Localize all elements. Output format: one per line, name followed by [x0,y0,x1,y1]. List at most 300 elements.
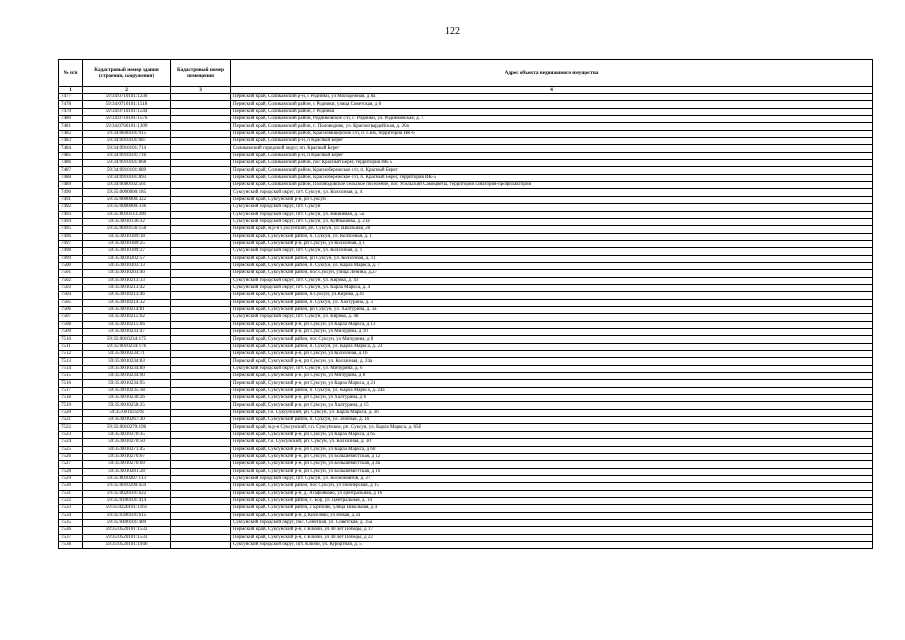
cadastral-room-number [171,461,231,468]
header-num: № п/п [59,60,83,87]
cadastral-building-number: 59:35:0000000:336 [83,204,171,211]
cadastral-room-number [171,439,231,446]
cadastral-room-number [171,373,231,380]
property-address: Пермский край, Суксунский р-н, д Киселево, ул Новая, д 2а [231,512,873,519]
cadastral-room-number [171,431,231,438]
row-number: 7505 [59,299,83,306]
cadastral-room-number [171,94,231,101]
row-number: 7527 [59,461,83,468]
cadastral-room-number [171,174,231,181]
cadastral-room-number [171,116,231,123]
table-row [59,152,873,159]
table-row [59,226,873,233]
property-address: Пермский край, Суксунский район, п. Суксун, ул. Колхозная, д. 1 [231,233,873,240]
row-number: 7486 [59,160,83,167]
cadastral-building-number: 59:35:0010215:66 [83,321,171,328]
row-number: 7524 [59,439,83,446]
cadastral-room-number [171,483,231,490]
row-number: 7502 [59,277,83,284]
cadastral-building-number: 59:35:0010270:50 [83,439,171,446]
property-address: Пермский край, Соликамский район, Краснобережское с/п, п. Красный Берег, территория ИК-5 [231,174,873,181]
cadastral-building-number: 59:34:0710101:1518 [83,101,171,108]
cadastral-room-number [171,255,231,262]
cadastral-room-number [171,262,231,269]
cadastral-room-number [171,336,231,343]
cadastral-building-number: 59:34:0910101:893 [83,174,171,181]
table-row [59,299,873,306]
row-number: 7485 [59,152,83,159]
cadastral-room-number [171,351,231,358]
cadastral-building-number: 59:35:0300101:615 [83,512,171,519]
cadastral-room-number [171,417,231,424]
property-address: Пермский край, Суксунский р-н, рп Суксун, ул Большевистская, д 12 [231,453,873,460]
property-address: Пермский край, Суксунский р-н, рп Суксун, ул Мичурина, д 8 [231,373,873,380]
row-number: 7518 [59,395,83,402]
cadastral-room-number [171,233,231,240]
row-number: 7510 [59,336,83,343]
cadastral-building-number: 59:35:0010267:30 [83,417,171,424]
table-row [59,468,873,475]
property-address: Пермский край, Суксунский район, п.Суксун, ул.Кирова, д.41 [231,292,873,299]
table-row [59,94,873,101]
cadastral-room-number [171,541,231,548]
property-address: Пермский край, Суксунский р-н, рп Суксун, ул Карла Маркса, д 13 [231,321,873,328]
cadastral-building-number: 59:35:0010136:32 [83,218,171,225]
cadastral-building-number: 59:35:0010113:200 [83,211,171,218]
property-address: Пермский край, Суксунский р-н, с Ключи, ул 40 лет Победы, д 17 [231,527,873,534]
column-number-1: 1 [59,87,83,94]
property-address: Пермский край, Суксунский район, п. Суксун, ул. Карла Маркса, д. 24а [231,387,873,394]
table-header-row [59,60,873,87]
property-address: Пермский край, Суксунский р-н, рп Суксун, ул Халтурина, д 15 [231,402,873,409]
row-number: 7477 [59,94,83,101]
table-row [59,497,873,504]
table-row [59,233,873,240]
row-number: 7525 [59,446,83,453]
row-number: 7520 [59,409,83,416]
cadastral-room-number [171,534,231,541]
cadastral-room-number [171,358,231,365]
row-number: 7536 [59,527,83,534]
table-row [59,160,873,167]
table-row [59,182,873,189]
property-registry-table [58,59,873,549]
row-number: 7534 [59,512,83,519]
row-number: 7507 [59,314,83,321]
cadastral-building-number: 59:35:0010234:71 [83,351,171,358]
row-number: 7495 [59,226,83,233]
row-number: 7504 [59,292,83,299]
property-address: Суксунский городской округ, пгт. Суксун, ул. Вишневая, д. 5а [231,211,873,218]
cadastral-room-number [171,167,231,174]
table-row [59,262,873,269]
cadastral-building-number: 59:35:0010234:89 [83,365,171,372]
table-row [59,461,873,468]
cadastral-room-number [171,497,231,504]
cadastral-building-number: 59:35:0010259:8 [83,409,171,416]
row-number: 7494 [59,218,83,225]
cadastral-room-number [171,395,231,402]
property-address: Пермский край, Суксунский р-н, рп Суксун [231,196,873,203]
table-row [59,284,873,291]
cadastral-room-number [171,182,231,189]
property-address: Суксунский городской округ, пос. Сенетная, ул. Советская, д. 35а [231,519,873,526]
property-address: Суксунский городской округ, пгт. Суксун, ул. Колхозная, д. 1 [231,248,873,255]
header-address: Адрес объекта недвижимого имущества [231,60,873,87]
cadastral-room-number [171,101,231,108]
cadastral-building-number: 59:35:0010276:67 [83,453,171,460]
cadastral-room-number [171,299,231,306]
cadastral-room-number [171,314,231,321]
table-row [59,306,873,313]
property-address: Суксунский городской округ, пгт. Суксун, ул. Космонавтов, д. 27 [231,475,873,482]
property-address: Суксунский городской округ, пгт. Суксун, ул. Кирова, д. 48 [231,314,873,321]
cadastral-building-number: 59:35:0520101:1533 [83,534,171,541]
property-address: Пермский край, Суксунский р-н, рп Суксун, ул Карла Маркса, д 60 [231,446,873,453]
cadastral-room-number [171,453,231,460]
cadastral-building-number: 59:35:0020101:622 [83,490,171,497]
row-number: 7528 [59,468,83,475]
table-row [59,409,873,416]
column-number-4: 4 [231,87,873,94]
row-number: 7523 [59,431,83,438]
cadastral-building-number: 59:35:0010189:25 [83,240,171,247]
table-row [59,505,873,512]
property-address: Пермский край, г.о. Суксунский, рп. Суксун, ул. Карла Маркса, д. 36 [231,409,873,416]
property-address: Пермский край, Суксунский р-н, рп Суксун, ул. Колхозная, д. 24а [231,358,873,365]
row-number: 7479 [59,108,83,115]
table-row [59,329,873,336]
cadastral-room-number [171,446,231,453]
property-address: Пермский край, Суксунский район, п. Суксун, ул. Карла Маркса, д. 7 [231,262,873,269]
row-number: 7513 [59,358,83,365]
cadastral-building-number: 59:35:0010213:46 [83,292,171,299]
table-row [59,439,873,446]
cadastral-room-number [171,321,231,328]
cadastral-room-number [171,248,231,255]
property-address: Пермский край, Суксунский р-н, рп Суксун, ул Колхозная, д 16 [231,351,873,358]
row-number: 7512 [59,351,83,358]
cadastral-room-number [171,329,231,336]
property-address: Пермский край, Соликамский район, Половодовское сельское поселение, пос Усольский Самоцветы, территория санатория-профилактория [231,182,873,189]
property-address: Пермский край, Соликамский р-н, п Красный Берег [231,152,873,159]
cadastral-building-number: 59:35:0010214:81 [83,306,171,313]
property-address: Пермский край, Соликамский район, Родниковское с/п, с. Родники, ул. Родниковская, д. 7 [231,116,873,123]
row-number: 7531 [59,490,83,497]
row-number: 7517 [59,387,83,394]
property-address: Соликамский городской округ, пп. Красный Берег [231,145,873,152]
row-number: 7488 [59,174,83,181]
property-address: Пермский край, Суксунский р-н, рп Суксун, ул Колхозная, д 1 [231,240,873,247]
property-address: Пермский край, Суксунский район, пос.Суксун, улица Ленина, д.27 [231,270,873,277]
row-number: 7519 [59,402,83,409]
table-row [59,101,873,108]
row-number: 7482 [59,130,83,137]
cadastral-room-number [171,468,231,475]
table-row [59,512,873,519]
property-address: Суксунский городской округ, пгт. Суксун, ул. Колхозная, д. 4 [231,189,873,196]
row-number: 7538 [59,541,83,548]
table-row [59,373,873,380]
cadastral-building-number: 59:35:0010281:28 [83,468,171,475]
cadastral-building-number: 59:35:0010156:158 [83,226,171,233]
row-number: 7522 [59,424,83,431]
property-address: Пермский край, Соликамский район, с. Половодово, ул. Красногвардейская, д. 20а [231,123,873,130]
row-number: 7521 [59,417,83,424]
cadastral-building-number: 59:35:0520101:1532 [83,527,171,534]
cadastral-room-number [171,365,231,372]
cadastral-building-number: 59:35:0010234:175 [83,336,171,343]
cadastral-building-number: 59:34:0840101:915 [83,130,171,137]
cadastral-room-number [171,211,231,218]
property-address: Пермский край, Суксунский р-н, рп Суксун, ул Большевистская, д 4а [231,461,873,468]
cadastral-room-number [171,108,231,115]
cadastral-room-number [171,160,231,167]
cadastral-room-number [171,292,231,299]
table-row [59,534,873,541]
cadastral-building-number: 59:34:0910101:889 [83,167,171,174]
cadastral-room-number [171,387,231,394]
property-address: Пермский край, Суксунский район, п. Суксун, ул. Халтурина, д. 3 [231,299,873,306]
cadastral-building-number: 59:35:0010287:113 [83,475,171,482]
cadastral-building-number: 59:35:0520101:1946 [83,541,171,548]
cadastral-building-number: 59:34:0760101:1309 [83,123,171,130]
table-row [59,365,873,372]
cadastral-building-number: 59:34:0680102:561 [83,182,171,189]
cadastral-building-number: 59:34:0910101:868 [83,160,171,167]
table-row [59,475,873,482]
row-number: 7515 [59,373,83,380]
table-row [59,380,873,387]
cadastral-room-number [171,519,231,526]
table-row [59,196,873,203]
cadastral-building-number: 59:34:0910101:714 [83,145,171,152]
property-address: Пермский край, Суксунский р-н, рп Суксун, ул Халтурина, д 6 [231,395,873,402]
table-row [59,336,873,343]
cadastral-building-number: 59:35:0010203:13 [83,262,171,269]
property-address: Пермский край, Суксунский р-н, д. Агафонково, ул Центральная, д 16 [231,490,873,497]
row-number: 7496 [59,233,83,240]
cadastral-room-number [171,145,231,152]
cadastral-building-number: 59:35:0010235:38 [83,387,171,394]
table-row [59,483,873,490]
row-number: 7493 [59,211,83,218]
table-row [59,255,873,262]
property-address: Суксунский городской округ, пгт. Суксун, ул. Карла Маркса, д. 4 [231,284,873,291]
row-number: 7500 [59,262,83,269]
header-cadastral-room: Кадастровый номер помещения [171,60,231,87]
cadastral-building-number: 59:35:0000000:185 [83,189,171,196]
property-address: Пермский край, Соликамский район, пос Красный Берег, территория ИК-5 [231,160,873,167]
table-row [59,351,873,358]
row-number: 7533 [59,505,83,512]
column-number-2: 2 [83,87,171,94]
property-address: Суксунский городской округ, пгт. Суксун, ул. Мичурина, д. 6 [231,365,873,372]
cadastral-room-number [171,512,231,519]
row-number: 7508 [59,321,83,328]
property-address: Пермский край, Соликамский район, Красновишерское с/п, п. Сим, территория ИК-6 [231,130,873,137]
property-address: Суксунский городской округ, пгт. Суксун, ул. Кирова, д. 43 [231,277,873,284]
cadastral-building-number: 59:35:0010213:42 [83,284,171,291]
property-address: Суксунский городской округ, пгт. Ключи, ул. Курортная, д. 5 [231,541,873,548]
row-number: 7501 [59,270,83,277]
property-address: Пермский край, Суксунский р-н, с Ключи, ул 40 лет Победы, д 22 [231,534,873,541]
table-row [59,314,873,321]
row-number: 7480 [59,116,83,123]
cadastral-room-number [171,277,231,284]
cadastral-building-number: 59:35:0000000:322 [83,196,171,203]
cadastral-building-number: 59:35:0220101:1161 [83,505,171,512]
cadastral-building-number: 59:34:0710101:1576 [83,116,171,123]
cadastral-room-number [171,240,231,247]
cadastral-building-number: 59:34:0910101:687 [83,138,171,145]
row-number: 7506 [59,306,83,313]
table-row [59,321,873,328]
table-row [59,240,873,247]
cadastral-room-number [171,527,231,534]
cadastral-room-number [171,123,231,130]
table-row [59,292,873,299]
table-row [59,446,873,453]
property-address: Пермский край, Суксунский район, пос Суксун, ул Мичурина, д 8 [231,336,873,343]
table-row [59,343,873,350]
cadastral-building-number: 59:35:0010234:90 [83,373,171,380]
property-address: Пермский край, Суксунский район, с. Бор, ул. Центральная, д. 14 [231,497,873,504]
table-row [59,123,873,130]
table-row [59,395,873,402]
property-address: Пермский край, Соликамский р-н, с Родники, ул Молодежная, д 8а [231,94,873,101]
cadastral-room-number [171,343,231,350]
cadastral-room-number [171,380,231,387]
table-row [59,519,873,526]
cadastral-room-number [171,424,231,431]
cadastral-room-number [171,189,231,196]
property-address: Пермский край, Суксунский район, пос Суксун, ул Пионерская, д 15 [231,483,873,490]
table-row [59,417,873,424]
cadastral-building-number: 59:35:0100101:414 [83,497,171,504]
table-row [59,541,873,548]
cadastral-room-number [171,284,231,291]
table-row [59,453,873,460]
row-number: 7484 [59,145,83,152]
table-row [59,424,873,431]
table-row [59,402,873,409]
row-number: 7489 [59,182,83,189]
header-cadastral-building: Кадастровый номер здания (строения, сооружения) [83,60,171,87]
property-address: Пермский край, Суксунский район, п. Суксун, ул. Зеленая, д. 16 [231,417,873,424]
property-address: Пермский край, Суксунский р-н, рп Суксун, ул Большевистская, д 16 [231,468,873,475]
cadastral-room-number [171,204,231,211]
row-number: 7535 [59,519,83,526]
row-number: 7509 [59,329,83,336]
row-number: 7498 [59,248,83,255]
cadastral-building-number: 59:35:0010270:35 [83,431,171,438]
property-address: Пермский край, Соликамский р-н, п Красный Берег [231,138,873,145]
cadastral-room-number [171,409,231,416]
table-row [59,189,873,196]
cadastral-building-number: 59:35:0010202:57 [83,255,171,262]
cadastral-building-number: 59:35:0400101:489 [83,519,171,526]
cadastral-building-number: 59:35:0010276:69 [83,461,171,468]
table-body [59,94,873,549]
cadastral-room-number [171,490,231,497]
cadastral-building-number: 59:35:0010271:45 [83,446,171,453]
row-number: 7492 [59,204,83,211]
property-address: Пермский край, г.о. Суксунский, рп. Суксун, ул. Колхозная, д. 30 [231,439,873,446]
property-address: Пермский край, Суксунский район, рп Суксун, ул. Колхозная, д. 11 [231,255,873,262]
cadastral-building-number: 59:35:0010233:47 [83,329,171,336]
table-row [59,108,873,115]
row-number: 7490 [59,189,83,196]
cadastral-building-number: 59:35:0010214:32 [83,299,171,306]
table-row [59,270,873,277]
table-row [59,490,873,497]
row-number: 7530 [59,483,83,490]
property-address: Пермский край, м.р-н Суксунский, рп. Суксун, ул. Школьная, 20 [231,226,873,233]
table-row [59,138,873,145]
page-number: 122 [445,26,460,37]
row-number: 7537 [59,534,83,541]
property-address: Пермский край, Соликамский район, с Родники [231,108,873,115]
cadastral-building-number: 59:35:0010258:25 [83,402,171,409]
table-row [59,387,873,394]
table-row [59,218,873,225]
row-number: 7526 [59,453,83,460]
cadastral-building-number: 59:35:0010203:40 [83,270,171,277]
property-address: Пермский край, м.р-н Суксунский, г.п. Суксунское, рп. Суксун, ул. Карла Маркса, д. 65б [231,424,873,431]
table-row [59,145,873,152]
table-row [59,174,873,181]
property-address: Пермский край, Суксунский р-н, рп Суксун, ул Мичурина, д 10 [231,329,873,336]
column-number-row [59,87,873,94]
table-row [59,527,873,534]
row-number: 7511 [59,343,83,350]
row-number: 7516 [59,380,83,387]
cadastral-building-number: 59:35:0010213:33 [83,277,171,284]
table-row [59,277,873,284]
cadastral-building-number: 59:35:0010189:27 [83,248,171,255]
table-row [59,211,873,218]
cadastral-room-number [171,475,231,482]
table-row [59,204,873,211]
property-address: Пермский край, Суксунский район, п. Суксун, ул. Карла Маркса, д. 23 [231,343,873,350]
property-address: Пермский край, Суксунский район, рп Суксун, ул. Халтурина, д. 3а [231,306,873,313]
row-number: 7481 [59,123,83,130]
cadastral-building-number: 59:35:0010189:18 [83,233,171,240]
row-number: 7532 [59,497,83,504]
cadastral-room-number [171,130,231,137]
row-number: 7503 [59,284,83,291]
table-row [59,116,873,123]
property-address: Пермский край, Соликамский район, Краснобережское с/п, п. Красный Берег [231,167,873,174]
cadastral-building-number: 59:34:0710101:1544 [83,108,171,115]
cadastral-building-number: 59:35:0010234:176 [83,343,171,350]
cadastral-building-number: 59:35:0010234:83 [83,358,171,365]
cadastral-building-number: 59:34:0910101:716 [83,152,171,159]
cadastral-room-number [171,218,231,225]
cadastral-building-number: 59:35:0010270:196 [83,424,171,431]
row-number: 7529 [59,475,83,482]
cadastral-building-number: 59:35:0010236:26 [83,395,171,402]
property-address: Пермский край, Суксунский р-н, рп Суксун, ул Карла Маркса, д 65 [231,431,873,438]
row-number: 7491 [59,196,83,203]
cadastral-room-number [171,152,231,159]
property-address: Пермский край, Соликамский район, с Родники, улица Советская, д 8 [231,101,873,108]
table-row [59,358,873,365]
row-number: 7478 [59,101,83,108]
cadastral-building-number: 59:35:0010215:62 [83,314,171,321]
table-row [59,431,873,438]
